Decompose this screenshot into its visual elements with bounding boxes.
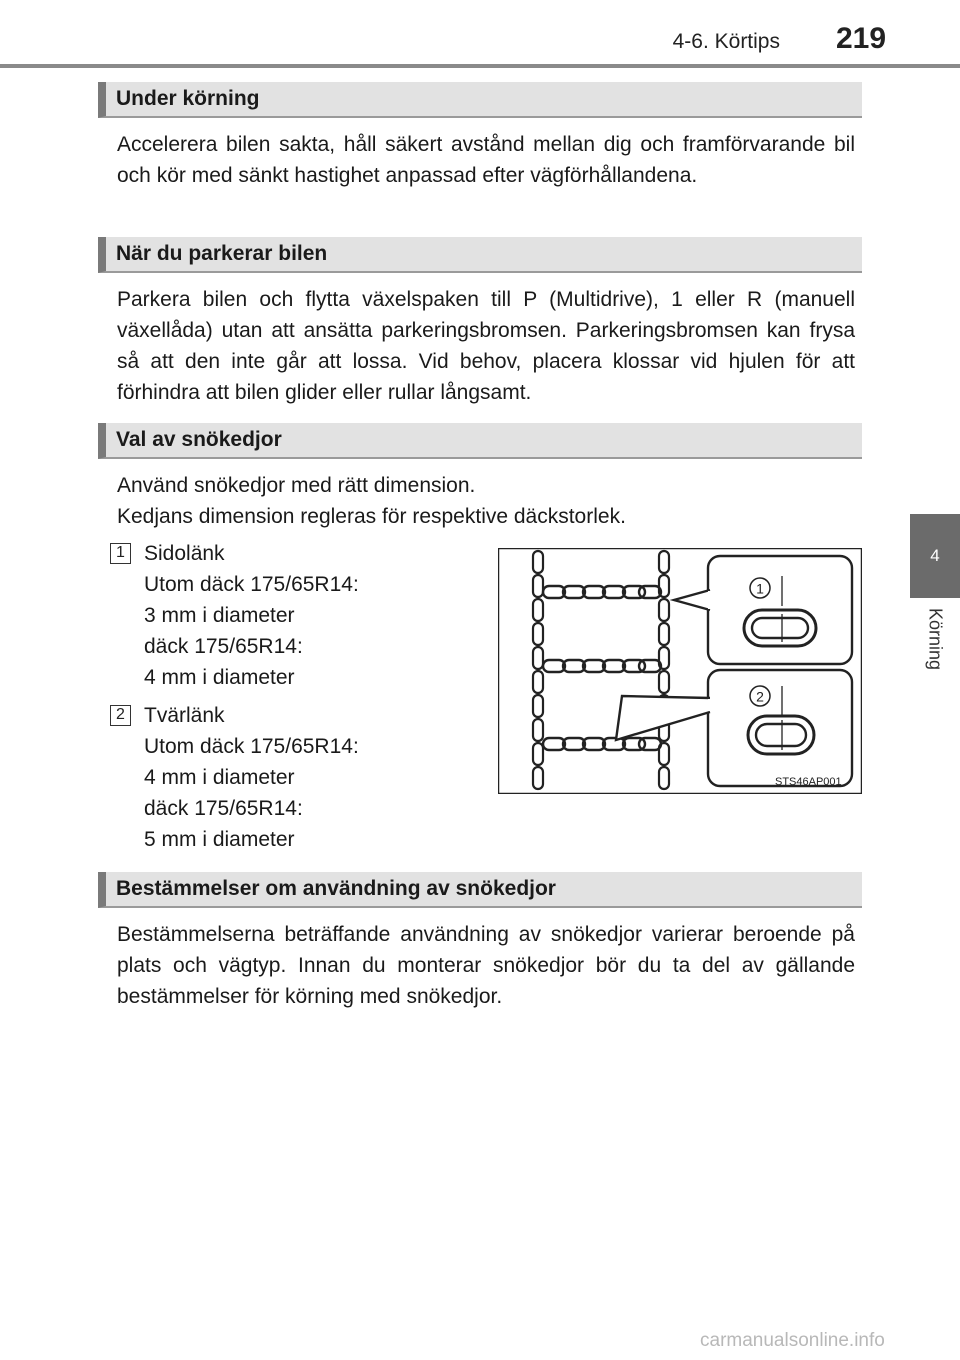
figure-callout-1: 1 (756, 580, 764, 597)
item-cross-link (144, 700, 359, 855)
heading-snow-chains: Val av snökedjor (98, 423, 862, 459)
chapter-label: Körning (925, 608, 946, 671)
chains-intro-line-2: Kedjans dimension regleras för respektive däckstorlek. (117, 505, 626, 528)
heading-under-korning: Under körning (98, 82, 862, 118)
figure-code: STS46AP001 (775, 776, 842, 788)
item-number-badge: 1 (110, 543, 131, 564)
item-line: däck 175/65R14: (144, 635, 303, 658)
item-line: 4 mm i diameter (144, 766, 295, 789)
item-line: 5 mm i diameter (144, 828, 295, 851)
header-divider (0, 64, 960, 68)
paragraph-parking: Parkera bilen och flytta växelspaken till P (Multidrive), 1 eller R (manuell växellåda) utan att ansätta parkeringsbromsen. Parkeringsbromsen kan frysa så att den inte går att lossa. Vid behov, placera klossar vid hjulen för att förhindra att bilen glider eller rullar långsamt. (117, 288, 855, 404)
snow-chain-illustration (498, 548, 862, 794)
heading-regulations: Bestämmelser om användning av snökedjor (98, 872, 862, 908)
watermark: carmanualsonline.info (700, 1330, 885, 1351)
chapter-tab (910, 514, 960, 598)
item-number-badge: 2 (110, 705, 131, 726)
item-line: däck 175/65R14: (144, 797, 303, 820)
chains-intro-line-1: Använd snökedjor med rätt dimension. (117, 474, 476, 497)
item-line: 3 mm i diameter (144, 604, 295, 627)
heading-parking: När du parkerar bilen (98, 237, 862, 273)
item-line: Utom däck 175/65R14: (144, 735, 359, 758)
item-line: Utom däck 175/65R14: (144, 573, 359, 596)
paragraph-regulations: Bestämmelserna beträffande användning av snökedjor varierar beroende på plats och vägtyp. Innan du monterar snökedjor bör du ta del av gällande bestämmelser för körning med snökedjor. (117, 923, 855, 1008)
item-side-link (144, 538, 359, 693)
item-line: Tvärlänk (144, 704, 225, 727)
item-line: 4 mm i diameter (144, 666, 295, 689)
chapter-label-area (910, 598, 960, 718)
section-title: 4-6. Körtips (672, 30, 780, 53)
page-number: 219 (836, 22, 887, 55)
figure-callout-2: 2 (756, 688, 764, 705)
chapter-number: 4 (930, 546, 940, 565)
item-line: Sidolänk (144, 542, 225, 565)
paragraph-driving: Accelerera bilen sakta, håll säkert avstånd mellan dig och framförvarande bil och kör med sänkt hastighet anpassad efter vägförhållandena. (117, 133, 855, 187)
